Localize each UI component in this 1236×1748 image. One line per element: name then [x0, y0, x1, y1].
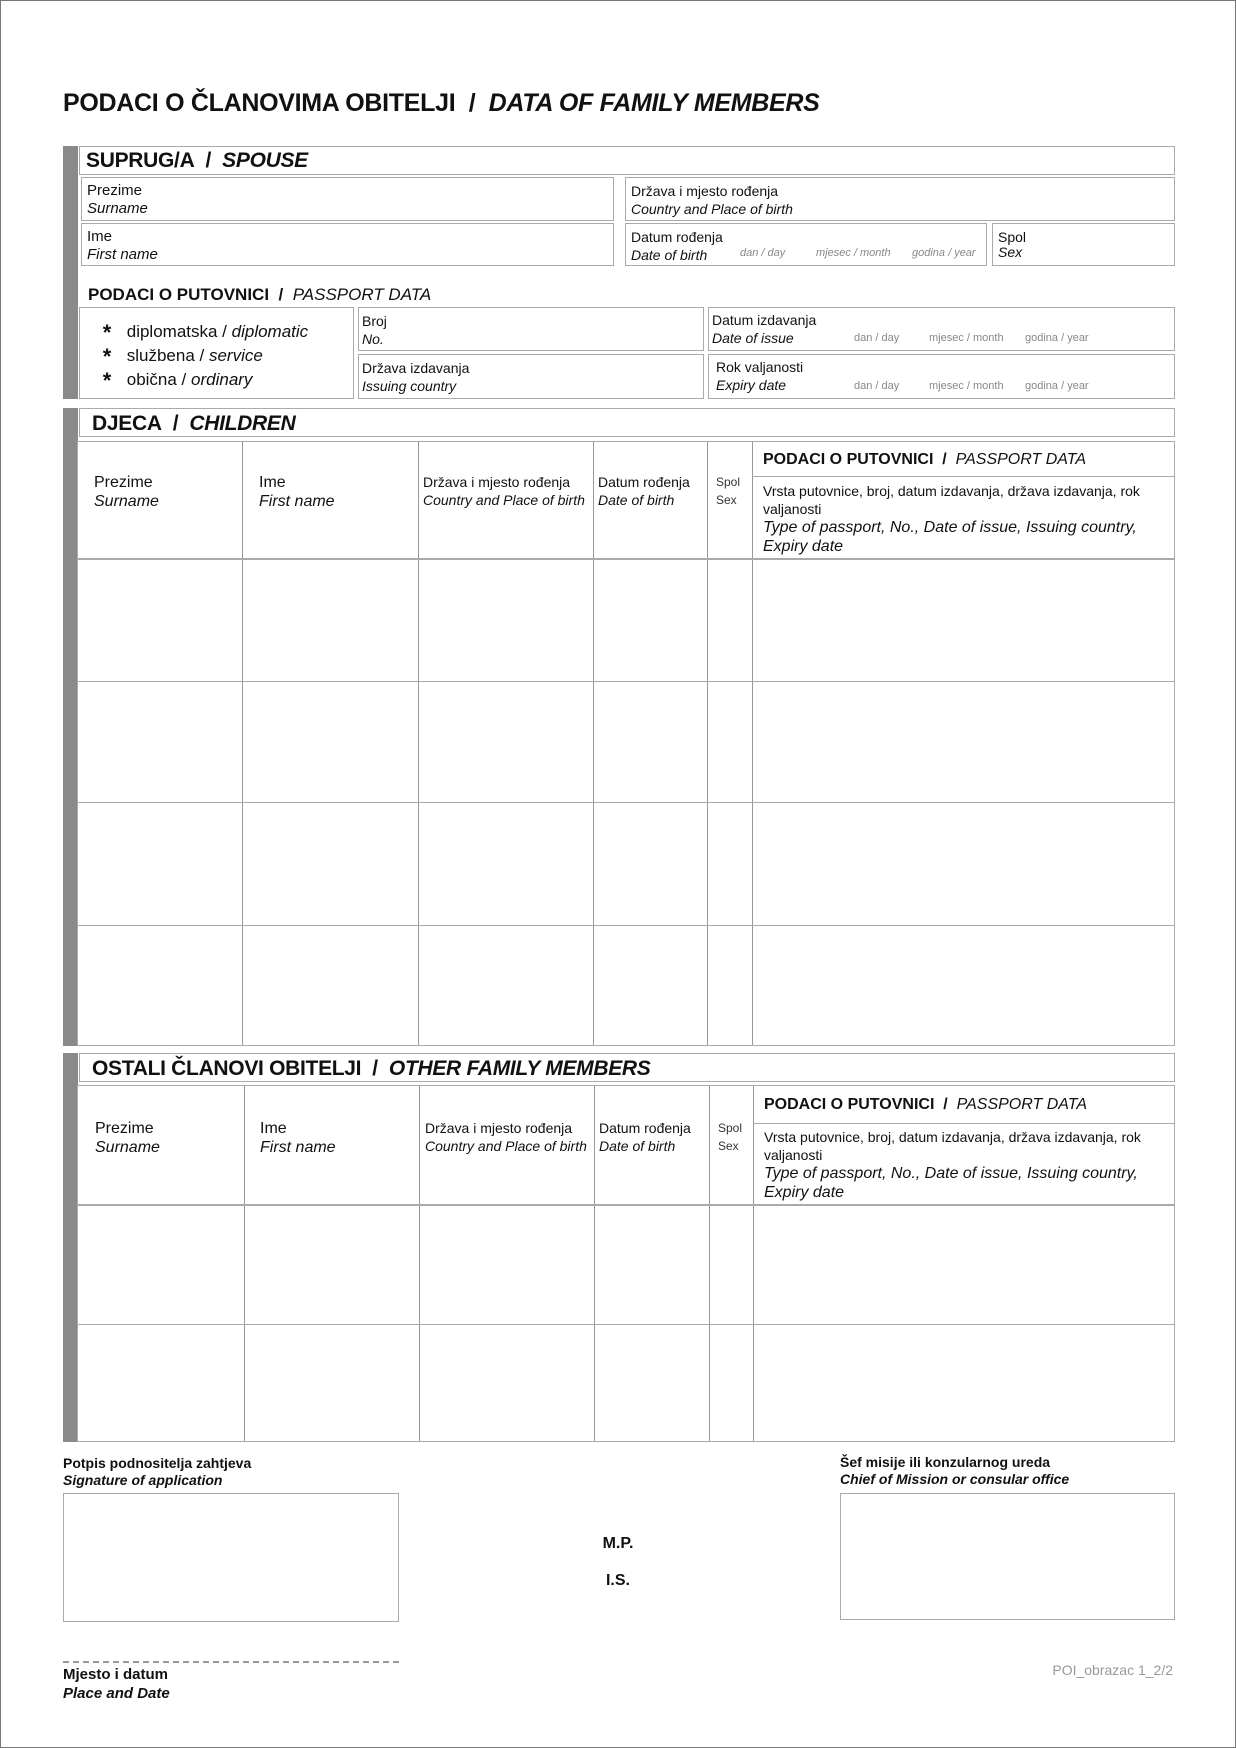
heading-sep: /	[278, 285, 284, 304]
label: Ime	[87, 228, 113, 245]
header-sep: /	[205, 149, 212, 172]
col-en: PASSPORT DATA	[956, 1096, 1088, 1113]
spouse-dob-field[interactable]	[625, 223, 987, 266]
label-hr: Mjesto i datum	[63, 1666, 169, 1683]
asterisk-icon: *	[102, 320, 112, 346]
spouse-country-birth-field[interactable]	[625, 177, 1175, 221]
place-date-line[interactable]	[63, 1661, 399, 1663]
col-en: Surname	[94, 493, 159, 510]
header-hr: DJECA	[92, 412, 162, 435]
spouse-sex-field[interactable]	[992, 223, 1175, 266]
label-en: Issuing country	[362, 378, 457, 394]
col-passport-desc	[763, 482, 1173, 556]
spouse-header	[79, 146, 1175, 175]
passport-data-heading	[88, 285, 431, 305]
option-hr: obična /	[126, 370, 187, 390]
option-hr: diplomatska /	[126, 322, 227, 341]
others-table	[77, 1085, 1175, 1442]
col-surname	[94, 473, 159, 511]
label: Država izdavanja	[362, 360, 470, 376]
label-en: Signature of application	[63, 1472, 223, 1488]
heading-en: PASSPORT DATA	[292, 285, 432, 304]
asterisk-icon: *	[102, 344, 112, 370]
col-en: Country and Place of birth	[423, 492, 585, 508]
label-hr: Potpis podnositelja zahtjeva	[63, 1455, 252, 1471]
day-hint: dan / day	[740, 247, 786, 259]
header-en: SPOUSE	[222, 149, 308, 172]
col-en: Sex	[716, 493, 737, 507]
label-en: Date of birth	[631, 247, 708, 263]
col-hr: Prezime	[95, 1120, 154, 1137]
chief-signature-box[interactable]	[840, 1493, 1175, 1620]
title-hr: PODACI O ČLANOVIMA OBITELJI	[63, 89, 456, 117]
col-first-name	[260, 1119, 336, 1157]
header-en: CHILDREN	[189, 412, 296, 435]
day-hint: dan / day	[854, 380, 900, 392]
col-hr: Ime	[259, 474, 286, 491]
col-hr: Datum rođenja	[599, 1120, 691, 1136]
label: Država i mjesto rođenja	[631, 183, 779, 199]
col-sex	[718, 1119, 742, 1155]
label: Spol	[998, 229, 1027, 245]
year-hint: godina / year	[1025, 380, 1089, 392]
col-passport-header	[764, 1095, 1087, 1114]
label: Prezime	[87, 182, 143, 199]
passport-number-field[interactable]	[358, 307, 704, 351]
col-hr: Država i mjesto rođenja	[425, 1120, 573, 1136]
col-hr: Prezime	[94, 474, 153, 491]
signature-box[interactable]	[63, 1493, 399, 1622]
header-sep: /	[172, 412, 179, 435]
label: Datum izdavanja	[712, 312, 817, 328]
label: Datum rođenja	[631, 229, 723, 245]
col-sex	[716, 473, 740, 509]
label-en: First name	[87, 246, 158, 263]
signature-label	[63, 1455, 251, 1489]
col-surname	[95, 1119, 160, 1157]
place-date-label	[63, 1665, 170, 1703]
header-en: OTHER FAMILY MEMBERS	[388, 1057, 651, 1080]
label: Rok valjanosti	[716, 359, 804, 375]
label-en: No.	[362, 331, 384, 347]
col-hr: Vrsta putovnice, broj, datum izdavanja, država izdavanja, rok valjanosti	[764, 1129, 1141, 1163]
children-table	[77, 441, 1175, 1046]
label-en: Surname	[87, 200, 148, 217]
section-bar	[63, 146, 78, 399]
others-header	[79, 1053, 1175, 1082]
spouse-first-name-field[interactable]	[81, 223, 614, 266]
col-en: Country and Place of birth	[425, 1138, 587, 1154]
header-sep: /	[372, 1057, 378, 1080]
col-en: Date of birth	[598, 492, 675, 508]
title-en: DATA OF FAMILY MEMBERS	[488, 89, 820, 117]
label-en: Place and Date	[63, 1685, 170, 1702]
label-en: Sex	[998, 244, 1023, 260]
col-sep: /	[943, 1096, 948, 1113]
option-en: service	[208, 346, 263, 366]
header-hr: OSTALI ČLANOVI OBITELJI	[92, 1057, 362, 1080]
day-hint: dan / day	[854, 332, 900, 344]
col-dob	[598, 473, 690, 509]
col-en: Sex	[718, 1139, 739, 1153]
section-bar	[63, 1053, 78, 1442]
col-dob	[599, 1119, 691, 1155]
month-hint: mjesec / month	[929, 332, 1004, 344]
col-en: First name	[260, 1139, 336, 1156]
col-hr: Ime	[260, 1120, 287, 1137]
col-hr: PODACI O PUTOVNICI	[763, 451, 934, 468]
label-hr: Šef misije ili konzularnog ureda	[840, 1454, 1051, 1470]
option-en: ordinary	[191, 370, 253, 390]
passport-issuing-country-field[interactable]	[358, 354, 704, 399]
passport-type-service[interactable]	[92, 344, 308, 368]
year-hint: godina / year	[1025, 332, 1089, 344]
passport-type-diplomatic[interactable]	[92, 320, 308, 344]
col-passport-desc	[764, 1128, 1174, 1202]
col-country-birth	[423, 473, 588, 509]
col-country-birth	[425, 1119, 590, 1155]
label-en: Country and Place of birth	[631, 201, 793, 217]
col-hr: Država i mjesto rođenja	[423, 474, 571, 490]
label-en: Date of issue	[712, 330, 794, 346]
col-en: Type of passport, No., Date of issue, Issuing country, Expiry date	[763, 519, 1137, 555]
page-title	[63, 89, 820, 118]
passport-issue-date-field[interactable]	[708, 307, 1175, 351]
col-passport-header	[763, 450, 1086, 469]
stamp-is: I.S.	[605, 1572, 630, 1589]
year-hint: godina / year	[912, 247, 976, 259]
col-en: Surname	[95, 1139, 160, 1156]
option-en: diplomatic	[231, 322, 309, 341]
passport-type-options	[79, 307, 354, 399]
month-hint: mjesec / month	[929, 380, 1004, 392]
section-bar	[63, 408, 78, 1046]
heading-hr: PODACI O PUTOVNICI	[88, 285, 270, 304]
children-header	[79, 408, 1175, 437]
label-en: Chief of Mission or consular office	[840, 1471, 1070, 1487]
col-en: PASSPORT DATA	[955, 451, 1087, 468]
option-hr: službena /	[126, 346, 205, 366]
col-hr: Spol	[718, 1121, 743, 1135]
col-en: First name	[259, 493, 335, 510]
chief-label	[840, 1454, 1069, 1488]
passport-expiry-field[interactable]	[708, 354, 1175, 399]
col-en: Date of birth	[599, 1138, 676, 1154]
asterisk-icon: *	[102, 368, 112, 394]
spouse-surname-field[interactable]	[81, 177, 614, 221]
label-en: Expiry date	[716, 377, 787, 393]
month-hint: mjesec / month	[816, 247, 891, 259]
col-en: Type of passport, No., Date of issue, Issuing country, Expiry date	[764, 1165, 1138, 1201]
passport-type-ordinary[interactable]	[92, 368, 308, 392]
col-hr: Datum rođenja	[598, 474, 690, 490]
col-sep: /	[942, 451, 947, 468]
title-sep: /	[468, 89, 476, 117]
col-hr: Vrsta putovnice, broj, datum izdavanja, država izdavanja, rok valjanosti	[763, 483, 1140, 517]
stamp-mp: M.P.	[602, 1535, 634, 1552]
label: Broj	[362, 313, 387, 329]
header-hr: SUPRUG/A	[86, 149, 195, 172]
col-first-name	[259, 473, 335, 511]
col-hr: PODACI O PUTOVNICI	[764, 1096, 935, 1113]
form-code: POI_obrazac 1_2/2	[1052, 1662, 1173, 1678]
col-hr: Spol	[716, 475, 741, 489]
